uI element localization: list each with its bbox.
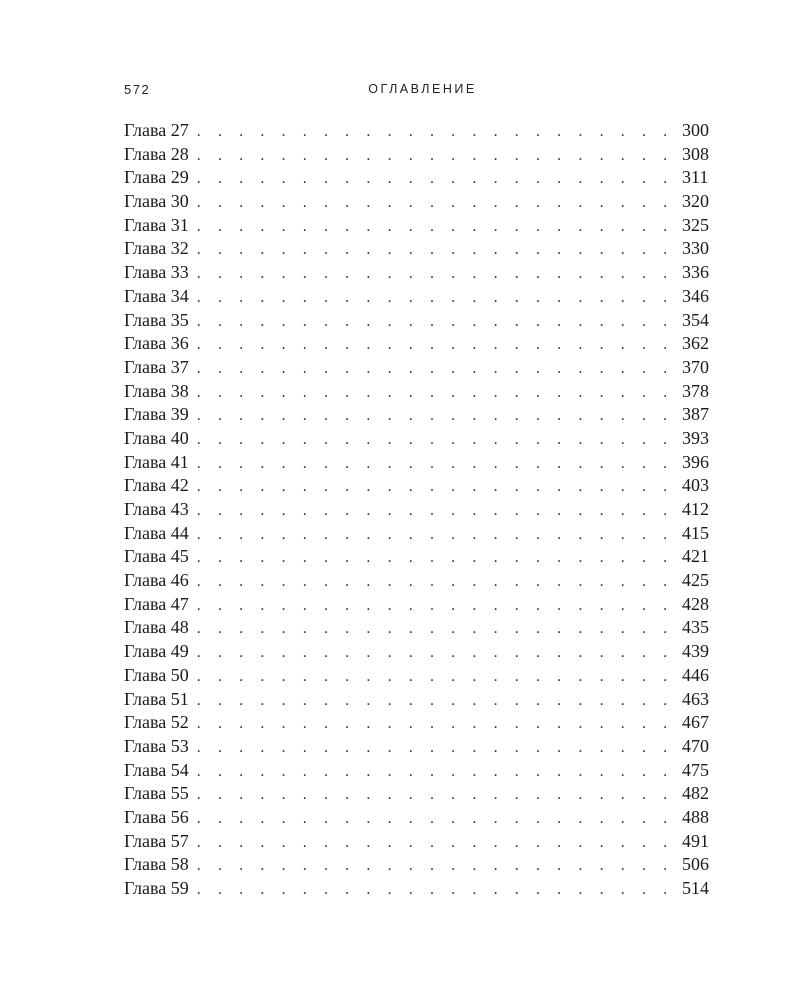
toc-entry-page: 463 xyxy=(682,688,709,709)
dot-leader xyxy=(197,641,678,664)
toc-entry[interactable] xyxy=(124,759,720,783)
toc-entry[interactable] xyxy=(124,332,720,356)
toc-entry-page: 393 xyxy=(682,427,709,448)
toc-entry[interactable] xyxy=(124,664,720,688)
toc-entry-page: 415 xyxy=(682,522,709,543)
toc-entry[interactable] xyxy=(124,427,720,451)
dot-leader xyxy=(197,357,678,380)
toc-entry-page: 300 xyxy=(682,120,709,140)
dot-leader xyxy=(197,452,678,475)
toc-entry-page: 467 xyxy=(682,712,709,733)
dot-leader xyxy=(197,712,678,735)
dot-leader xyxy=(197,523,678,546)
dot-leader xyxy=(197,333,678,356)
dot-leader xyxy=(197,760,678,783)
toc-entry[interactable] xyxy=(124,190,720,214)
dot-leader xyxy=(197,736,678,759)
toc-entry-page: 320 xyxy=(682,191,709,212)
toc-entry-label: Глава 47 xyxy=(124,593,189,614)
toc-entry-label: Глава 55 xyxy=(124,783,189,804)
toc-entry-label: Глава 58 xyxy=(124,854,189,875)
dot-leader xyxy=(197,381,678,404)
toc-entry-page: 330 xyxy=(682,238,709,259)
toc-entry-page: 491 xyxy=(682,830,709,851)
toc-entry-page: 308 xyxy=(682,143,709,164)
toc-entry-page: 488 xyxy=(682,806,709,827)
dot-leader xyxy=(197,262,678,285)
toc-entry-page: 470 xyxy=(682,735,709,756)
dot-leader xyxy=(197,310,678,333)
dot-leader xyxy=(197,191,678,214)
toc-entry-label: Глава 35 xyxy=(124,309,189,330)
toc-entry-page: 336 xyxy=(682,262,709,283)
toc-entry-page: 439 xyxy=(682,641,709,662)
dot-leader xyxy=(197,475,678,498)
dot-leader xyxy=(197,807,678,830)
toc-entry-label: Глава 54 xyxy=(124,759,189,780)
toc-entry-label: Глава 29 xyxy=(124,167,189,188)
toc-entry[interactable] xyxy=(124,522,720,546)
toc-entry-label: Глава 57 xyxy=(124,830,189,851)
toc-entry-page: 446 xyxy=(682,664,709,685)
toc-entry-label: Глава 40 xyxy=(124,427,189,448)
toc-entry-page: 482 xyxy=(682,783,709,804)
toc-entry-label: Глава 41 xyxy=(124,451,189,472)
dot-leader xyxy=(197,167,678,190)
dot-leader xyxy=(197,499,678,522)
toc-entry-label: Глава 28 xyxy=(124,143,189,164)
dot-leader xyxy=(197,404,678,427)
toc-entry[interactable] xyxy=(124,806,720,830)
toc-entry-label: Глава 31 xyxy=(124,214,189,235)
toc-entry[interactable] xyxy=(124,261,720,285)
toc-entry-page: 421 xyxy=(682,546,709,567)
toc-entry-page: 354 xyxy=(682,309,709,330)
toc-entry-label: Глава 52 xyxy=(124,712,189,733)
toc-entry-label: Глава 34 xyxy=(124,285,189,306)
toc-entry[interactable] xyxy=(124,545,720,569)
toc-entry-label: Глава 56 xyxy=(124,806,189,827)
toc-entry[interactable] xyxy=(124,380,720,404)
toc-entry[interactable] xyxy=(124,119,720,143)
toc-entry-label: Глава 48 xyxy=(124,617,189,638)
dot-leader xyxy=(197,831,678,854)
toc-entry-label: Глава 46 xyxy=(124,570,189,591)
dot-leader xyxy=(197,878,678,901)
toc-entry-page: 475 xyxy=(682,759,709,780)
toc-entry[interactable] xyxy=(124,237,720,261)
page-header xyxy=(0,82,800,100)
toc-entry-label: Глава 51 xyxy=(124,688,189,709)
toc-entry[interactable] xyxy=(124,830,720,854)
toc-entry-label: Глава 45 xyxy=(124,546,189,567)
toc-entry-label: Глава 44 xyxy=(124,522,189,543)
dot-leader xyxy=(197,238,678,261)
dot-leader xyxy=(197,665,678,688)
toc-entry-label: Глава 43 xyxy=(124,499,189,519)
toc-entry-label: Глава 33 xyxy=(124,262,189,283)
dot-leader xyxy=(197,570,678,593)
dot-leader xyxy=(197,215,678,238)
toc-entry-label: Глава 36 xyxy=(124,333,189,354)
toc-entry[interactable] xyxy=(124,688,720,712)
toc-entry-label: Глава 30 xyxy=(124,191,189,212)
toc-entry[interactable] xyxy=(124,735,720,759)
dot-leader xyxy=(197,783,678,806)
toc-entry[interactable] xyxy=(124,498,720,522)
toc-entry[interactable] xyxy=(124,166,720,190)
toc-entry-label: Глава 39 xyxy=(124,404,189,425)
toc-entry-page: 435 xyxy=(682,617,709,638)
toc-entry-page: 370 xyxy=(682,356,709,377)
toc-entry[interactable] xyxy=(124,474,720,498)
toc-entry-page: 378 xyxy=(682,380,709,401)
toc-entry-label: Глава 42 xyxy=(124,475,189,496)
dot-leader xyxy=(197,594,678,617)
toc-entry[interactable] xyxy=(124,593,720,617)
dot-leader xyxy=(197,144,678,167)
toc-entry[interactable] xyxy=(124,616,720,640)
toc-entry[interactable] xyxy=(124,782,720,806)
toc-entry[interactable] xyxy=(124,711,720,735)
toc-entry-page: 387 xyxy=(682,404,709,425)
dot-leader xyxy=(197,546,678,569)
toc-entry-page: 514 xyxy=(682,878,709,898)
toc-entry-page: 396 xyxy=(682,451,709,472)
toc-entry-page: 311 xyxy=(682,167,709,188)
toc-entry[interactable] xyxy=(124,569,720,593)
dot-leader xyxy=(197,854,678,877)
toc-entry[interactable] xyxy=(124,877,720,901)
toc-entry-label: Глава 53 xyxy=(124,735,189,756)
toc-entry[interactable] xyxy=(124,143,720,167)
toc-entry-page: 346 xyxy=(682,285,709,306)
toc-entry[interactable] xyxy=(124,640,720,664)
page-number: 572 xyxy=(124,82,151,97)
toc-entry-label: Глава 27 xyxy=(124,120,189,140)
dot-leader xyxy=(197,286,678,309)
dot-leader xyxy=(197,689,678,712)
dot-leader xyxy=(197,428,678,451)
toc-entry-label: Глава 49 xyxy=(124,641,189,662)
toc-entry[interactable] xyxy=(124,853,720,877)
toc-entry-page: 325 xyxy=(682,214,709,235)
toc-entry[interactable] xyxy=(124,451,720,475)
toc-entry-label: Глава 37 xyxy=(124,356,189,377)
toc-entry-page: 403 xyxy=(682,475,709,496)
toc-entry-page: 362 xyxy=(682,333,709,354)
toc-entry[interactable] xyxy=(124,214,720,238)
toc-entry-page: 506 xyxy=(682,854,709,875)
toc-entry-label: Глава 38 xyxy=(124,380,189,401)
toc-entry-page: 425 xyxy=(682,570,709,591)
running-title: ОГЛАВЛЕНИЕ xyxy=(368,82,477,96)
toc-entry-label: Глава 59 xyxy=(124,878,189,898)
toc-entry[interactable] xyxy=(124,403,720,427)
toc-entry[interactable] xyxy=(124,285,720,309)
table-of-contents xyxy=(124,119,720,901)
dot-leader xyxy=(197,120,678,143)
toc-entry-page: 428 xyxy=(682,593,709,614)
dot-leader xyxy=(197,617,678,640)
toc-entry[interactable] xyxy=(124,309,720,333)
toc-entry-label: Глава 32 xyxy=(124,238,189,259)
toc-entry-page: 412 xyxy=(682,499,709,519)
toc-entry[interactable] xyxy=(124,356,720,380)
toc-entry-label: Глава 50 xyxy=(124,664,189,685)
